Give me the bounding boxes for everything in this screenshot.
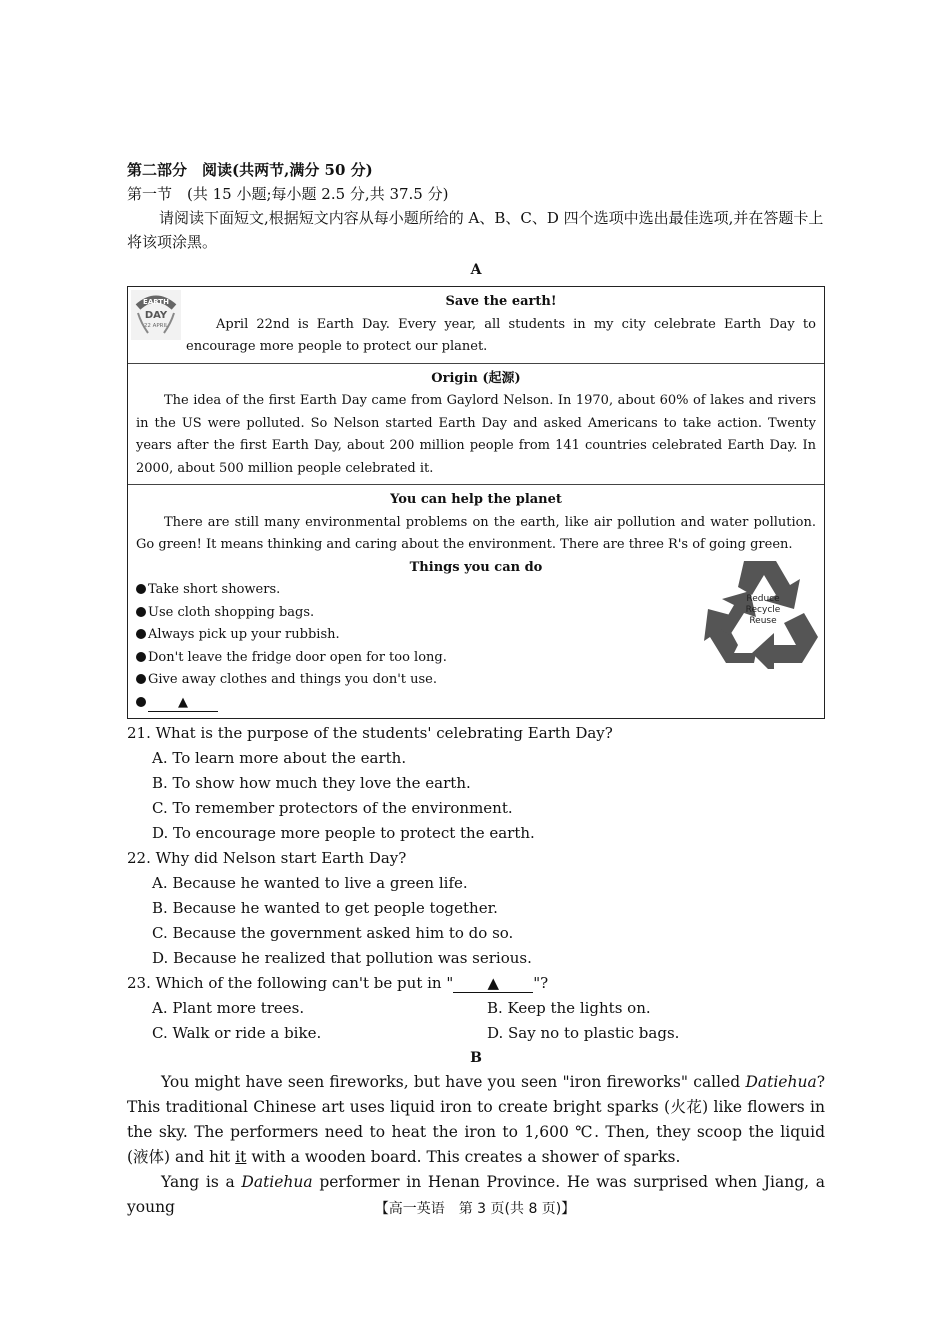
passage-b-paragraph-2: Yang is a Datiehua performer in Henan Province. He was surprised when Jiang, a young	[127, 1173, 826, 1216]
option-d[interactable]: D. Because he realized that pollution was serious.	[152, 949, 532, 967]
passage-a-box	[127, 286, 825, 719]
stamp-line1: EARTH	[143, 298, 169, 306]
section-title: 第一节 (共 15 小题;每小题 2.5 分,共 37.5 分)	[127, 185, 449, 203]
recycle-icon	[704, 551, 822, 669]
question-stem: 22. Why did Nelson start Earth Day?	[127, 849, 407, 867]
instruction: 请阅读下面短文,根据短文内容从每小题所给的 A、B、C、D 四个选项中选出最佳选项,并在答题卡上将该项涂黑。	[127, 209, 824, 251]
help-title: You can help the planet	[390, 492, 562, 507]
list-item: Take short showers.	[136, 579, 816, 602]
bullet-icon	[136, 697, 146, 707]
list-item: Give away clothes and things you don't use.	[136, 669, 816, 692]
blank-mark: ▲	[148, 695, 218, 712]
list-item: Always pick up your rubbish.	[136, 624, 816, 647]
bullet-icon	[136, 652, 146, 662]
option-c[interactable]: C. Because the government asked him to do so.	[152, 924, 514, 942]
option-a[interactable]: A. Because he wanted to live a green life.	[152, 874, 468, 892]
things-title: Things you can do	[409, 559, 543, 575]
recycle-label-reuse: Reuse	[749, 616, 777, 626]
list-item: Don't leave the fridge door open for too long.	[136, 647, 816, 670]
help-text: There are still many environmental problems on the earth, like air pollution and water pollution. Go green! It means thinking and caring about the environment. There are three R's of going green.	[136, 514, 816, 552]
passage-b-paragraph-1: You might have seen fireworks, but have you seen "iron fireworks" called Datiehua? This traditional Chinese art uses liquid iron to create bright sparks (火花) like flowers in the sky. The performers need to heat the iron to 1,600 ℃. Then, they scoop the liquid (液体) and hit it with a wooden board. This creates a shower of sparks.	[127, 1073, 825, 1166]
list-item-blank	[136, 692, 816, 715]
save-earth-title: Save the earth!	[445, 294, 557, 309]
help-planet-cell	[128, 484, 824, 718]
option-c[interactable]: C. To remember protectors of the environment.	[152, 799, 513, 817]
question-23	[127, 971, 825, 1046]
bullet-icon	[136, 584, 146, 594]
recycle-label-recycle: Recycle	[745, 605, 781, 615]
option-d[interactable]: D. Say no to plastic bags.	[487, 1024, 680, 1042]
origin-cell	[128, 363, 824, 485]
page-footer: 【高一英语 第 3 页(共 8 页)】	[374, 1201, 576, 1217]
question-21	[127, 721, 825, 846]
blank-mark: ▲	[453, 975, 533, 993]
question-22	[127, 846, 825, 971]
bullet-icon	[136, 629, 146, 639]
option-c[interactable]: C. Walk or ride a bike.	[152, 1024, 322, 1042]
stamp-line2: DAY	[144, 310, 168, 321]
part-title: 第二部分 阅读(共两节,满分 50 分)	[127, 161, 373, 179]
option-b[interactable]: B. To show how much they love the earth.	[152, 774, 471, 792]
option-b[interactable]: B. Keep the lights on.	[487, 999, 651, 1017]
passage-a-label: A	[470, 262, 482, 278]
passage-b-label: B	[470, 1050, 482, 1066]
option-d[interactable]: D. To encourage more people to protect the earth.	[152, 824, 535, 842]
save-earth-text: April 22nd is Earth Day. Every year, all students in my city celebrate Earth Day to encourage more people to protect our planet.	[186, 316, 816, 354]
bullet-icon	[136, 607, 146, 617]
origin-text: The idea of the first Earth Day came from Gaylord Nelson. In 1970, about 60% of lakes and rivers in the US were polluted. So Nelson started Earth Day and asked Americans to take action. Twenty years after the first Earth Day, about 200 million people from 141 countries celebrated Earth Day. In 2000, about 500 million people celebrated it.	[136, 393, 816, 476]
origin-title: Origin (起源)	[431, 370, 521, 386]
question-stem: 23. Which of the following can't be put in " ▲ "?	[127, 974, 549, 992]
bullet-icon	[136, 674, 146, 684]
exam-page	[127, 158, 825, 1220]
earth-day-stamp-icon	[130, 289, 182, 341]
option-a[interactable]: A. To learn more about the earth.	[152, 749, 407, 767]
recycle-label-reduce: Reduce	[746, 594, 780, 604]
option-b[interactable]: B. Because he wanted to get people together.	[152, 899, 498, 917]
option-a[interactable]: A. Plant more trees.	[152, 999, 305, 1017]
list-item: Use cloth shopping bags.	[136, 602, 816, 625]
question-stem: 21. What is the purpose of the students' celebrating Earth Day?	[127, 724, 613, 742]
save-earth-cell	[128, 287, 824, 363]
stamp-line3: 22 APRIL	[143, 323, 169, 329]
